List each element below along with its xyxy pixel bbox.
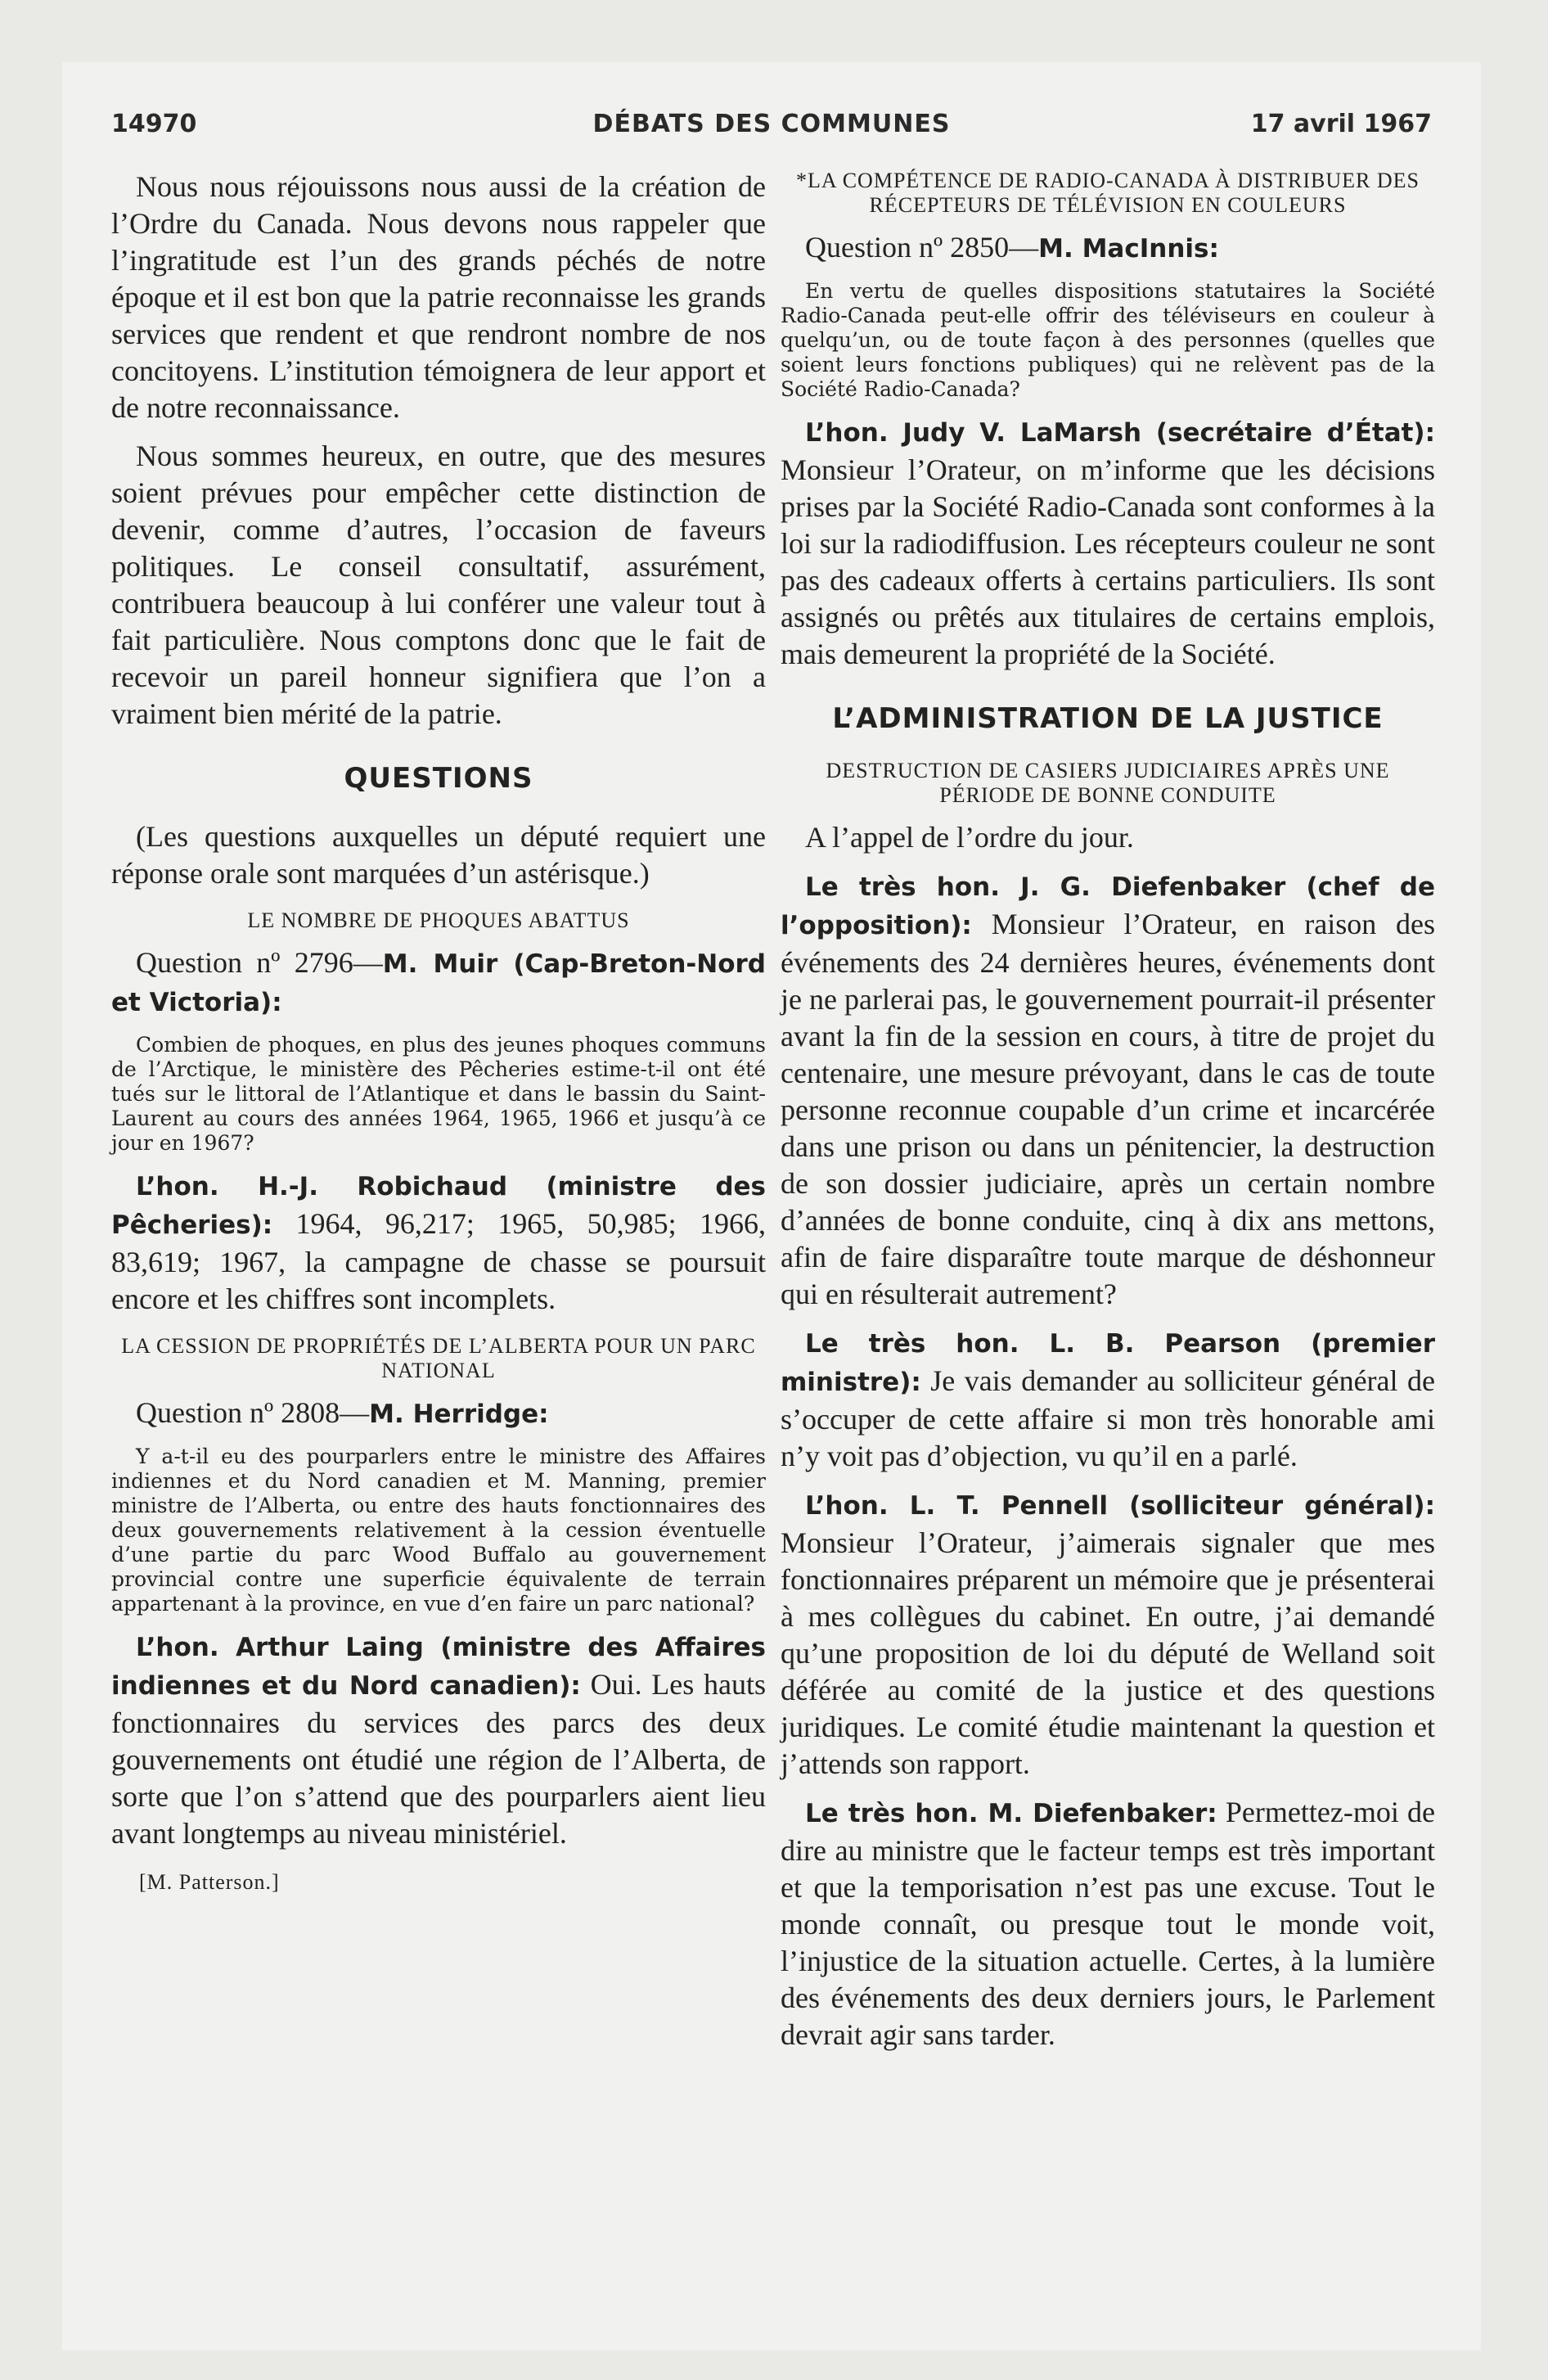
question-heading: *LA COMPÉTENCE DE RADIO-CANADA À DISTRIBUER DES RÉCEPTEURS DE TÉLÉVISION EN COULEURS — [795, 169, 1420, 217]
question-asker: M. MacInnis: — [1038, 234, 1219, 264]
speech-text: Monsieur l’Orateur, j’aimerais signaler que mes fonctionnaires préparent un mémoire que je présenterai à mes collègues du cabinet. En outre, j’ai demandé qu’une proposition de loi du député de Welland soit déférée au comité de la justice et des questions juridiques. Le comité étudie maintenant la question et j’attends son rapport. — [781, 1526, 1435, 1780]
question-asker: M. Herridge: — [369, 1400, 549, 1429]
question-number: Question nº 2850— — [805, 231, 1039, 264]
page — [62, 62, 1481, 2351]
answer-text: 1964, 96,217; 1965, 50,985; 1966, 83,619; 1967, la campagne de chasse se poursuit encore et les chiffres sont incomplets. — [111, 1207, 766, 1315]
answer — [781, 413, 1435, 673]
question-line — [111, 944, 766, 1021]
speech — [781, 1794, 1435, 2053]
speech-text: Monsieur l’Orateur, en raison des événements des 24 dernières heures, événements dont je ne parlerai pas, le gouvernement pourrait-il présenter avant la fin de la session en cours, à titre de projet du centenaire, une mesure prévoyant, dans le cas de toute personne reconnue coupable d’un crime et incarcérée dans une prison ou dans un pénitencier, la destruction de son dossier judiciaire, après un certain nombre d’années de bonne conduite, cinq à dix ans mettons, afin de faire disparaître toute marque de déshonneur qui en résulterait autrement? — [781, 908, 1435, 1310]
page-number: 14970 — [111, 110, 197, 138]
left-column — [111, 169, 766, 1900]
question-text: Y a-t-il eu des pourparlers entre le ministre des Affaires indiennes et du Nord canadien et M. Manning, premier ministre de l’Alberta, ou entre des hauts fonctionnaires des deux gouvernements relativement à la cession éventuelle d’une partie du parc Wood Buffalo au gouvernement provincial contre une superficie équivalente de terrain appartenant à la province, en vue d’en faire un parc national? — [111, 1445, 766, 1616]
order-of-day: A l’appel de l’ordre du jour. — [805, 821, 1134, 854]
answer-text: Monsieur l’Orateur, on m’informe que les décisions prises par la Société Radio-Canada sont conformes à la loi sur la radiodiffusion. Les récepteurs couleur ne sont pas des cadeaux offerts à certains particuliers. Ils sont assignés ou prêtés aux titulaires de certains emplois, mais demeurent la propriété de la Société. — [781, 453, 1435, 670]
questions-heading: QUESTIONS — [344, 762, 533, 795]
speaker-name: L’hon. L. T. Pennell (solliciteur général): — [805, 1491, 1435, 1521]
answer — [111, 1167, 766, 1318]
question-text: En vertu de quelles dispositions statutaires la Société Radio-Canada peut-elle offrir des téléviseurs en couleur à quelqu’un, ou de toute façon à des personnes (quelles que soient leurs fonctions publiques) qui ne relèvent pas de la Société Radio-Canada? — [781, 279, 1435, 401]
page-header — [111, 110, 1432, 146]
answer — [111, 1628, 766, 1852]
speech — [781, 1486, 1435, 1783]
speech-text: Je vais demander au solliciteur général de s’occuper de cette affaire si mon très honorable ami n’y voit pas d’objection, vu qu’il en a parlé. — [781, 1364, 1435, 1472]
questions-intro: (Les questions auxquelles un député requiert une réponse orale sont marquées d’un astérisque.) — [111, 820, 766, 890]
speaker-name: L’hon. H.-J. Robichaud (ministre des Pêcheries): — [111, 1172, 766, 1240]
speaker-name: Le très hon. J. G. Diefenbaker (chef de l’opposition): — [781, 872, 1435, 940]
speech-text: Permettez-moi de dire au ministre que le facteur temps est très important et que la temporisation n’est pas une excuse. Tout le monde connaît, ou presque tout le monde voit, l’injustice de la situation actuelle. Certes, à la lumière des événements des deux derniers jours, le Parlement devrait agir sans tarder. — [781, 1796, 1436, 2051]
paragraph: Nous nous réjouissons nous aussi de la création de l’Ordre du Canada. Nous devons nous rappeler que l’ingratitude est l’un des grands péchés de notre époque et il est bon que la patrie reconnaisse les grands services que rendent et que rendront nombre de nos concitoyens. L’institution témoignera de leur apport et de notre reconnaissance. — [111, 170, 766, 424]
speaker-signature: [M. Patterson.] — [139, 1870, 280, 1894]
page-date: 17 avril 1967 — [1250, 110, 1432, 138]
speaker-name: L’hon. Arthur Laing (ministre des Affaires indiennes et du Nord canadien): — [111, 1633, 766, 1701]
question-heading: LA CESSION DE PROPRIÉTÉS DE L’ALBERTA POUR UN PARC NATIONAL — [121, 1334, 756, 1382]
question-number: Question nº 2796— — [136, 946, 383, 979]
speech — [781, 868, 1435, 1313]
paragraph: Nous sommes heureux, en outre, que des mesures soient prévues pour empêcher cette distinction de devenir, comme d’autres, l’occasion de faveurs politiques. Le conseil consultatif, assurément, contribuera beaucoup à lui conférer une valeur tout à fait particulière. Nous comptons donc que le fait de recevoir un pareil honneur signifiera que l’on a vraiment bien mérité de la patrie. — [111, 439, 766, 730]
section-heading: L’ADMINISTRATION DE LA JUSTICE — [832, 702, 1384, 735]
speaker-name: Le très hon. L. B. Pearson (premier ministre): — [781, 1329, 1435, 1397]
question-asker: M. Muir (Cap-Breton-Nord et Victoria): — [111, 949, 766, 1017]
right-column — [781, 169, 1435, 2065]
speech — [781, 1324, 1435, 1475]
question-line — [781, 229, 1435, 268]
speaker-name: Le très hon. M. Diefenbaker: — [805, 1799, 1217, 1828]
subsection-heading: DESTRUCTION DE CASIERS JUDICIAIRES APRÈS UNE PÉRIODE DE BONNE CONDUITE — [826, 759, 1390, 807]
question-line — [111, 1395, 766, 1433]
answer-text: Oui. Les hauts fonctionnaires du services des parcs des deux gouvernements ont étudié une région de l’Alberta, de sorte que l’on s’attend que des pourparlers aient lieu avant longtemps au niveau ministériel. — [111, 1668, 767, 1850]
question-heading: LE NOMBRE DE PHOQUES ABATTUS — [247, 908, 630, 932]
speaker-name: L’hon. Judy V. LaMarsh (secrétaire d’État): — [805, 418, 1435, 448]
question-text: Combien de phoques, en plus des jeunes phoques communs de l’Arctique, le ministère des Pêcheries estime-t-il ont été tués sur le littoral de l’Atlantique et dans le bassin du Saint-Laurent au cours des années 1964, 1965, 1966 et jusqu’à ce jour en 1967? — [111, 1033, 766, 1155]
question-number: Question nº 2808— — [136, 1396, 370, 1429]
publication-title: DÉBATS DES COMMUNES — [592, 110, 951, 138]
